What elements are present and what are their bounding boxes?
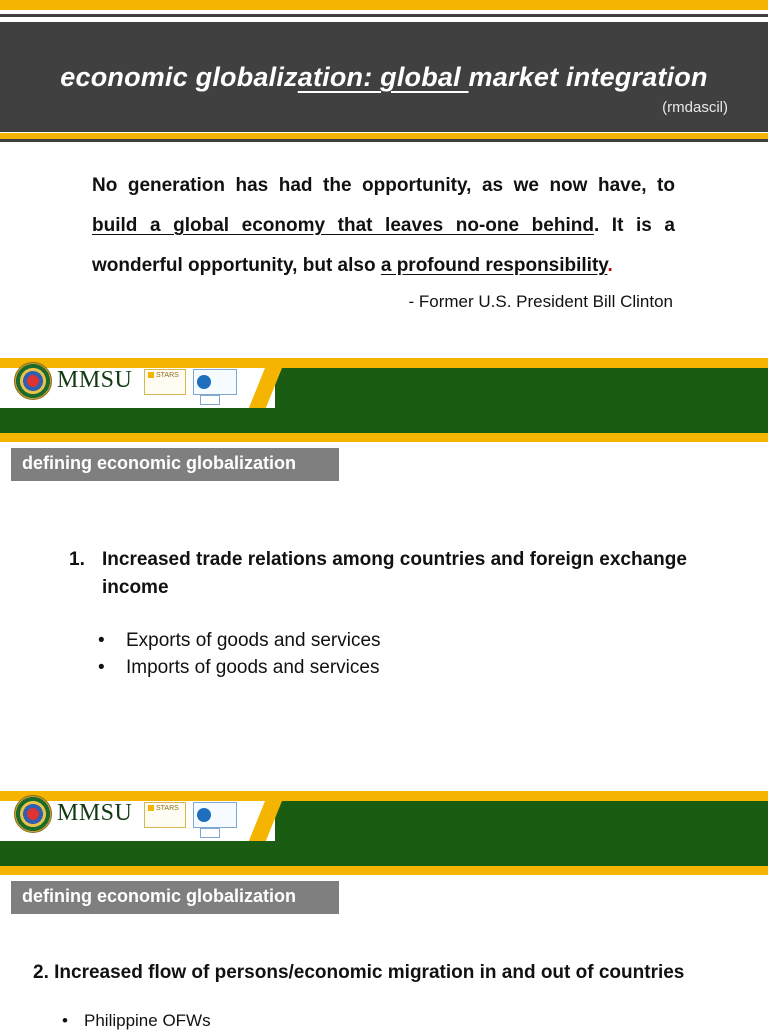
- item-text-1-line2: income: [102, 577, 169, 598]
- bullet-item-exports: [98, 627, 381, 654]
- banner-bottom-stripe: [0, 866, 768, 875]
- mmsu-logo-text: MMSU: [57, 367, 133, 393]
- mmsu-logo-text: MMSU: [57, 800, 133, 826]
- item-text-1-line1: Increased trade relations among countries and foreign exchange: [102, 549, 687, 570]
- quote-line-3: [92, 246, 675, 286]
- top-rule: [0, 14, 768, 17]
- quote-line-1: No generation has had the opportunity, as we now have, to: [92, 175, 675, 196]
- quote-underline-1: build a global economy that leaves no-one behind: [92, 215, 594, 236]
- banner-green-lower: [0, 841, 768, 866]
- qs-rating-badge: [193, 369, 237, 395]
- item-text-2: 2. Increased flow of persons/economic migration in and out of countries: [33, 962, 685, 983]
- qs-circle-icon: [197, 375, 211, 389]
- bullet-symbol: •: [98, 657, 105, 678]
- author-tag: (rmdascil): [662, 99, 728, 116]
- qs-rating-badge: [193, 802, 237, 828]
- bullet-item-ofws: [62, 1007, 211, 1034]
- bullet-text: Exports of goods and services: [126, 630, 381, 651]
- quote-line-2-rest: . It is a: [593, 215, 675, 236]
- bullet-symbol: •: [98, 630, 105, 651]
- quote-line-2: [92, 206, 675, 246]
- stars-badge-label: STARS: [156, 805, 179, 812]
- stars-rating-badge: [144, 802, 186, 828]
- title-part-2: market integration: [468, 62, 708, 92]
- qs-circle-icon: [197, 808, 211, 822]
- quote-attribution: - Former U.S. President Bill Clinton: [408, 292, 673, 311]
- title-part-1: economic globaliz: [60, 62, 298, 92]
- clinton-quote: [92, 166, 675, 286]
- title-bottom-rule: [0, 139, 768, 142]
- title-part-underlined: ation: global: [297, 62, 469, 92]
- banner-bottom-stripe: [0, 433, 768, 442]
- section-label-2: defining economic globalization: [11, 881, 339, 914]
- mmsu-seal-icon: [14, 795, 52, 833]
- bullet-symbol: •: [62, 1011, 68, 1030]
- qs-bar-icon: [200, 395, 220, 405]
- stars-dot-icon: [148, 372, 154, 378]
- quote-end-period: .: [607, 255, 613, 276]
- bullet-item-imports: [98, 654, 379, 681]
- slide-title: [0, 62, 768, 93]
- bullet-text: Philippine OFWs: [84, 1011, 211, 1030]
- qs-bar-icon: [200, 828, 220, 838]
- quote-line-3-start: wonderful opportunity, but also: [92, 255, 381, 276]
- stars-badge-label: STARS: [156, 372, 179, 379]
- mmsu-seal-icon: [14, 362, 52, 400]
- quote-underline-2: a profound responsibility: [380, 255, 608, 276]
- item-text-1: [102, 546, 722, 602]
- stars-rating-badge: [144, 369, 186, 395]
- top-accent-bar: [0, 0, 768, 10]
- section-label-1: defining economic globalization: [11, 448, 339, 481]
- stars-dot-icon: [148, 805, 154, 811]
- banner-green-lower: [0, 408, 768, 433]
- bullet-text: Imports of goods and services: [126, 657, 380, 678]
- item-number-1: 1.: [69, 549, 85, 570]
